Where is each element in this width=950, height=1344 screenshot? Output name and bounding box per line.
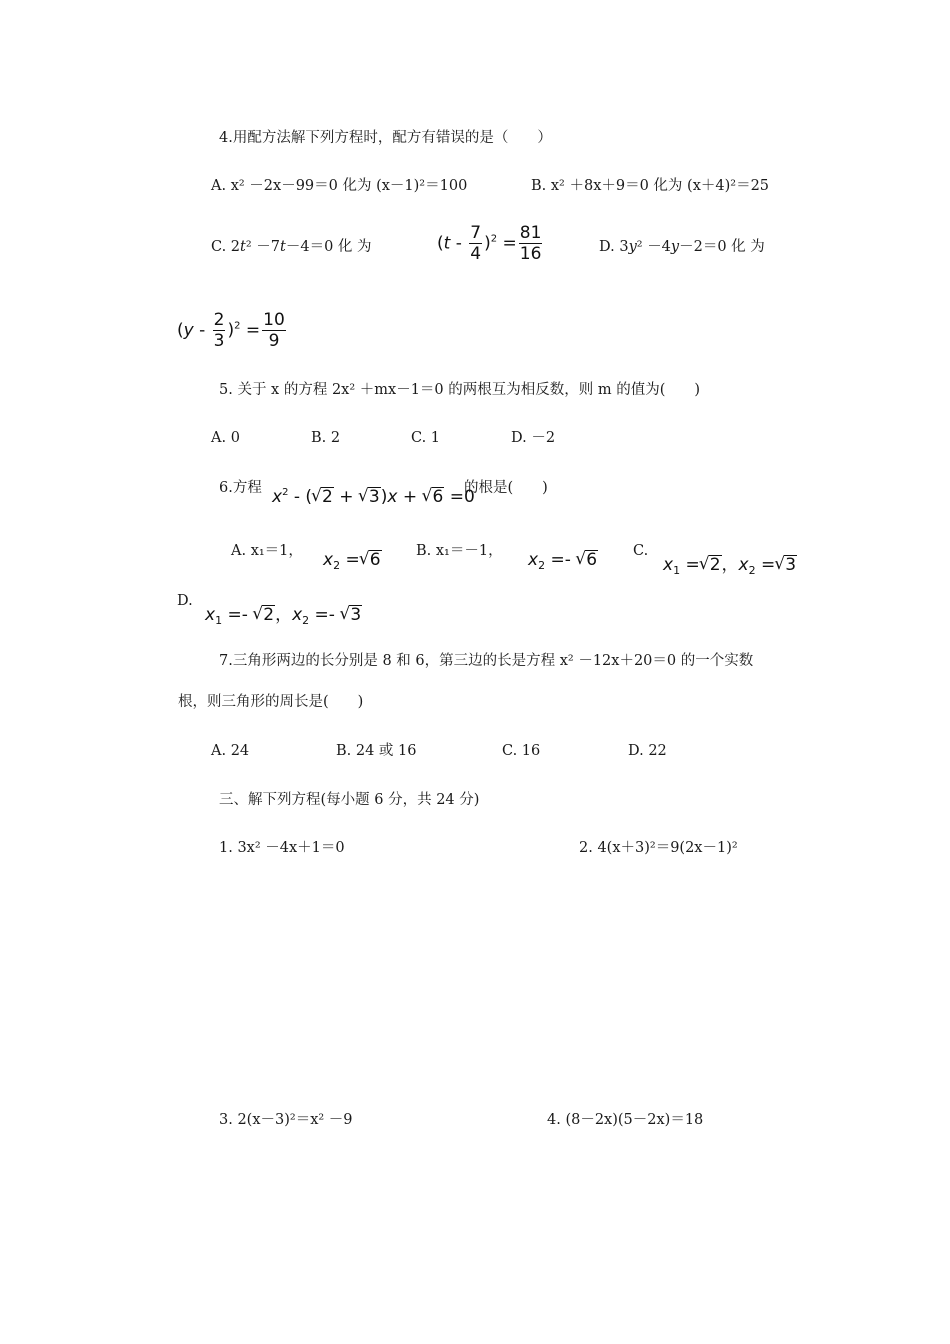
q6-option-d-formula [205, 600, 362, 627]
formula-minus: - [193, 320, 211, 341]
q6-option-a-formula [323, 550, 382, 572]
q4-option-d-var2: y [670, 239, 680, 255]
section-3-problem-3: 3. 2(x－3)²＝x² －9 [219, 1112, 353, 1128]
eq-var-x: x [272, 487, 283, 507]
eq-minus: - ( [288, 487, 313, 507]
radicand: 3 [350, 605, 362, 625]
sqrt-6 [423, 487, 445, 507]
q7-stem-line2: 根，则三角形的周长是( ) [178, 694, 364, 710]
subscript: 2 [302, 614, 310, 627]
equals-sign: = [340, 550, 360, 570]
q6-option-c-formula [663, 550, 797, 577]
var-x: x [205, 605, 216, 625]
paren-close: ) [380, 487, 388, 507]
q4-option-d-formula [177, 311, 288, 350]
section-3-problem-2: 2. 4(x＋3)²＝9(2x－1)² [579, 840, 738, 856]
q7-option-a: A. 24 [211, 743, 250, 759]
q5-option-a: A. 0 [211, 430, 240, 446]
fraction-denominator: 16 [519, 244, 542, 264]
section-3-title: 三、解下列方程(每小题 6 分，共 24 分) [219, 792, 480, 808]
paren-open: ( [437, 233, 444, 254]
radicand: 6 [586, 550, 598, 570]
fraction-numerator: 10 [263, 310, 285, 330]
q7-option-d: D. 22 [628, 743, 667, 759]
comma: ， [721, 555, 739, 575]
eq-plus: + [333, 487, 359, 507]
q4-option-c-prefix: C. 2 [211, 239, 241, 255]
radicand: 6 [432, 487, 444, 507]
paren-open: ( [177, 320, 184, 341]
equals-sign: =- [545, 550, 577, 570]
q6-option-b-formula [528, 550, 598, 572]
fraction-numerator: 2 [213, 310, 225, 330]
q7-option-c: C. 16 [502, 743, 541, 759]
sqrt [253, 605, 275, 625]
q6-option-c-label: C. [633, 543, 649, 559]
q5-stem: 5. 关于 x 的方程 2x² ＋mx－1＝0 的两根互为相反数，则 m 的值为( ) [219, 382, 701, 398]
var-x: x [663, 555, 674, 575]
equals-sign: =- [222, 605, 254, 625]
radicand: 3 [368, 487, 380, 507]
equals-sign: = [755, 555, 776, 575]
fraction-numerator: 7 [470, 223, 482, 243]
q6-option-a-label: A. x₁＝1， [231, 543, 303, 559]
radicand: 2 [709, 555, 721, 575]
q5-option-d: D. －2 [511, 430, 556, 446]
formula-var: t [443, 233, 451, 254]
fraction-denominator: 4 [470, 244, 482, 264]
eq-plus: + [397, 487, 423, 507]
radicand: 2 [263, 605, 275, 625]
subscript: 2 [333, 559, 341, 572]
fraction-denominator: 3 [213, 331, 225, 351]
fraction-rhs [519, 224, 543, 263]
subscript: 2 [538, 559, 546, 572]
sqrt [340, 605, 362, 625]
q6-option-d-label: D. [177, 593, 193, 609]
q6-option-b-label: B. x₁＝－1， [416, 543, 503, 559]
section-3-problem-1: 1. 3x² －4x＋1＝0 [219, 840, 345, 856]
var-x: x [323, 550, 334, 570]
sqrt-2 [312, 487, 334, 507]
q4-option-b: B. x² ＋8x＋9＝0 化为 (x＋4)²＝25 [531, 178, 770, 194]
paren-close: ) [484, 233, 491, 254]
fraction [213, 311, 226, 350]
paren-close: ) [227, 320, 235, 341]
q4-option-c-formula [437, 224, 544, 263]
q7-option-b: B. 24 或 16 [336, 743, 417, 759]
subscript: 2 [748, 564, 756, 577]
fraction-numerator: 81 [519, 223, 542, 243]
q4-option-d-var: y [628, 239, 637, 255]
sqrt [775, 555, 797, 575]
q7-stem-line1: 7.三角形两边的长分别是 8 和 6，第三边的长是方程 x² －12x＋20＝0 的一个实数 [219, 653, 754, 669]
radicand: 2 [322, 487, 333, 507]
eq-var-x: x [387, 487, 398, 507]
var-x: x [738, 555, 749, 575]
equals-sign: = [240, 320, 261, 341]
equals-sign: = [680, 555, 700, 575]
eq-zero: =0 [444, 487, 475, 507]
q4-option-d-mid: ² －4 [636, 239, 671, 255]
q4-option-c-var: t [240, 239, 246, 255]
subscript: 1 [673, 564, 681, 577]
sqrt [360, 550, 382, 570]
q4-option-c-mid: ² －7 [245, 239, 281, 255]
q5-option-c: C. 1 [411, 430, 441, 446]
radicand: 6 [369, 550, 381, 570]
comma: ， [275, 605, 293, 625]
exponent: 2 [282, 487, 289, 498]
q4-option-c-suffix: －4＝0 化 为 [285, 239, 372, 255]
q4-option-a: A. x² －2x－99＝0 化为 (x－1)²＝100 [211, 178, 468, 194]
var-x: x [292, 605, 303, 625]
q5-option-b: B. 2 [311, 430, 341, 446]
sqrt [576, 550, 598, 570]
subscript: 1 [215, 614, 223, 627]
equals-sign: = [497, 233, 517, 254]
exponent: 2 [234, 320, 241, 332]
fraction-rhs [262, 311, 286, 350]
formula-var: y [183, 320, 194, 341]
formula-minus: - [450, 233, 468, 254]
var-x: x [528, 550, 539, 570]
q6-equation [272, 487, 475, 507]
q6-stem-prefix: 6.方程 [219, 480, 262, 496]
fraction-denominator: 9 [268, 331, 280, 351]
radicand: 3 [785, 555, 797, 575]
equals-sign: =- [309, 605, 341, 625]
fraction [469, 224, 482, 263]
exponent: 2 [490, 233, 498, 245]
q4-stem: 4.用配方法解下列方程时，配方有错误的是（ ） [219, 130, 552, 146]
sqrt [700, 555, 722, 575]
q4-option-c-var2: t [280, 239, 286, 255]
q6-stem-suffix: 的根是( ) [464, 480, 548, 496]
q4-option-d-text [599, 237, 765, 257]
q4-option-d-suffix: －2＝0 化 为 [679, 239, 765, 255]
q4-option-c-text [211, 237, 372, 257]
q4-option-d-prefix: D. 3 [599, 239, 629, 255]
sqrt-3 [359, 487, 381, 507]
section-3-problem-4: 4. (8－2x)(5－2x)＝18 [547, 1112, 704, 1128]
